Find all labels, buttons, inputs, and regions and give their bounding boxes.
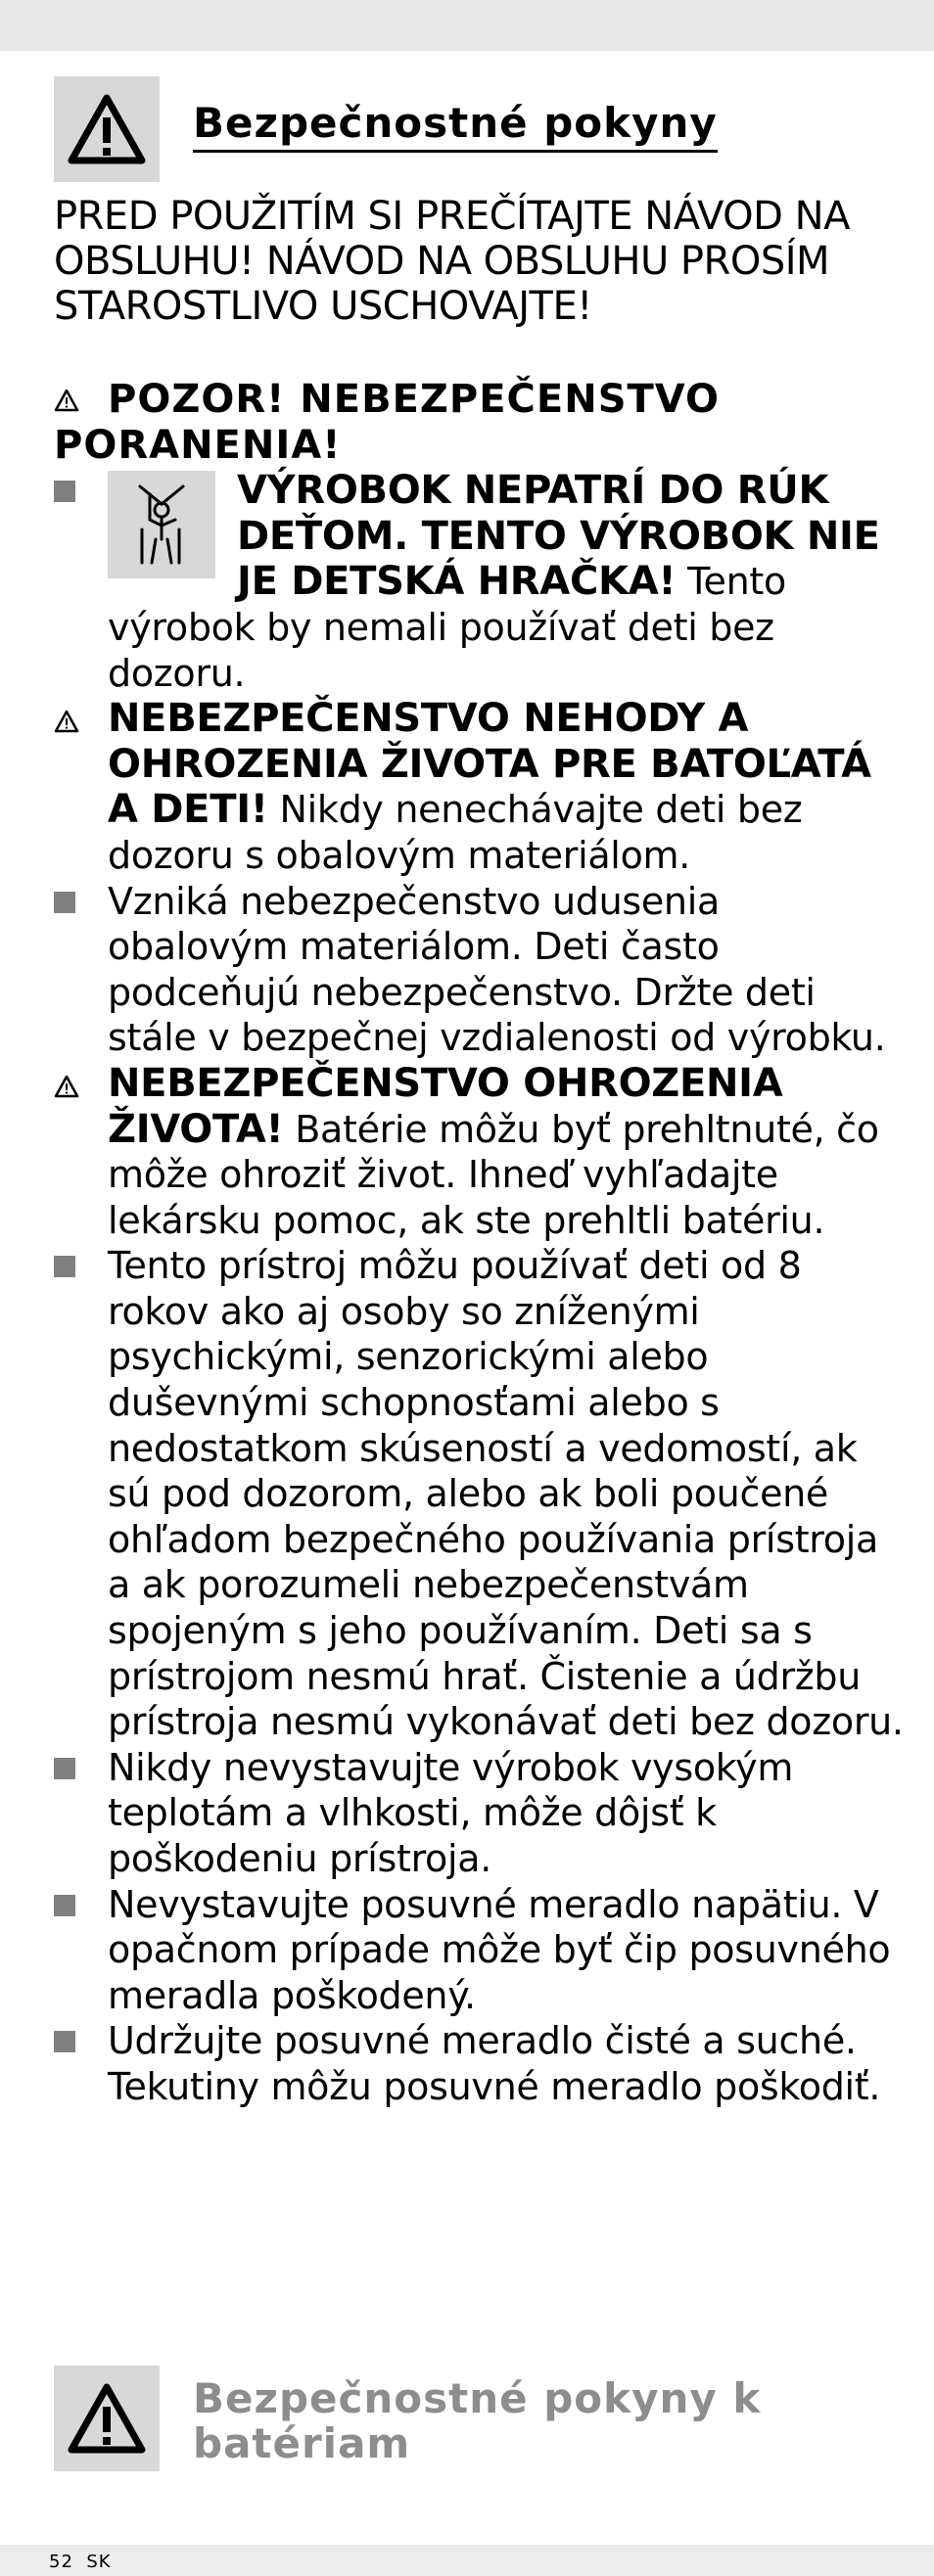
language-code: SK <box>86 2552 112 2572</box>
child-warning-bold: VÝROBOK NEPATRÍ DO RÚK DEŤOM. TENTO VÝROBOK NIE JE DETSKÁ HRAČKA! <box>237 468 880 605</box>
suffocation-text: Vzniká nebezpečenstvo udusenia obalovým materiálom. Deti často podceňujú nebezpečenstvo. Držte deti stále v bezpečnej vzdialenosti od výrobku. <box>108 879 886 1060</box>
child-warning-text: Tento výrobok by nemali používať deti bez dozoru. <box>108 560 786 695</box>
warning-triangle-icon <box>54 1061 79 1111</box>
warning-triangle-icon <box>54 696 79 746</box>
warning-icon-box <box>54 2366 160 2471</box>
accident-warning-text: Nikdy nenechávajte deti bez dozoru s obalovým materiálom. <box>108 788 803 877</box>
accident-warning-bold: NEBEZPEČENSTVO NEHODY A OHROZENIA ŽIVOTA PRE BATOĽATÁ A DETI! <box>108 696 871 833</box>
list-item-accident <box>54 696 906 878</box>
footer-text <box>49 2552 112 2572</box>
square-bullet-icon <box>54 481 75 502</box>
section-title: Bezpečnostné pokyny <box>193 101 718 153</box>
list-item-temperature <box>54 1745 906 1882</box>
square-bullet-icon <box>54 1256 75 1277</box>
clean-text: Udržujte posuvné meradlo čisté a suché. Tekutiny môžu posuvné meradlo poškodiť. <box>108 2019 881 2108</box>
list-item-battery-life <box>54 1061 906 1243</box>
square-bullet-icon <box>54 2031 75 2052</box>
intro-notice: PRED POUŽITÍM SI PREČÍTAJTE NÁVOD NA OBSLUHU! NÁVOD NA OBSLUHU PROSÍM STAROSTLIVO USCHOVAJTE! <box>54 194 850 329</box>
list-item-children-8 <box>54 1243 906 1745</box>
section-title-batteries: Bezpečnostné pokyny k batériam <box>193 2374 762 2467</box>
list-item-voltage <box>54 1882 906 2019</box>
list-item-clean <box>54 2018 906 2109</box>
children-8-text: Tento prístroj môžu používať deti od 8 rokov ako aj osoby so zníženými psychickými, senzorickými alebo duševnými schopnosťami alebo s nedostatkom skúseností a vedomostí, ak sú pod dozorom, alebo ak boli poučené ohľadom bezpečného používania prístroja a ak porozumeli nebezpečenstvám spojeným s jeho používaním. Deti sa s prístrojom nesmú hrať. Čistenie a údržbu prístroja nesmú vykonávať deti bez dozoru. <box>108 1244 904 1744</box>
voltage-text: Nevystavujte posuvné meradlo napätiu. V opačnom prípade môže byť čip posuvného meradla poškodený. <box>108 1882 891 2017</box>
square-bullet-icon <box>54 1758 75 1779</box>
child-puppet-icon <box>122 481 201 569</box>
top-bar <box>0 0 934 51</box>
page-footer <box>0 2545 934 2576</box>
warning-triangle-icon <box>68 94 146 164</box>
square-bullet-icon <box>54 892 75 913</box>
list-item-suffocation <box>54 879 906 1061</box>
warning-icon-box <box>54 76 160 182</box>
battery-warning-text: Batérie môžu byť prehltnuté, čo môže ohroziť život. Ihneď vyhľadajte lekársku pomoc, ak ste prehltli batériu. <box>108 1107 879 1242</box>
list-item-child <box>54 468 906 696</box>
warning-triangle-icon <box>68 2383 146 2454</box>
child-icon-box <box>108 471 215 578</box>
square-bullet-icon <box>54 1895 75 1916</box>
temperature-text: Nikdy nevystavujte výrobok vysokým teplotám a vlhkosti, môže dôjsť k poškodeniu prístroja. <box>108 1745 794 1880</box>
battery-warning-bold: NEBEZPEČENSTVO OHROZENIA ŽIVOTA! <box>108 1060 783 1152</box>
warning-triangle-icon <box>54 377 108 423</box>
page-number: 52 <box>49 2552 73 2572</box>
warning-injury <box>54 377 906 468</box>
warning-injury-text: POZOR! NEBEZPEČENSTVO PORANENIA! <box>54 377 721 468</box>
safety-content <box>54 377 906 2110</box>
